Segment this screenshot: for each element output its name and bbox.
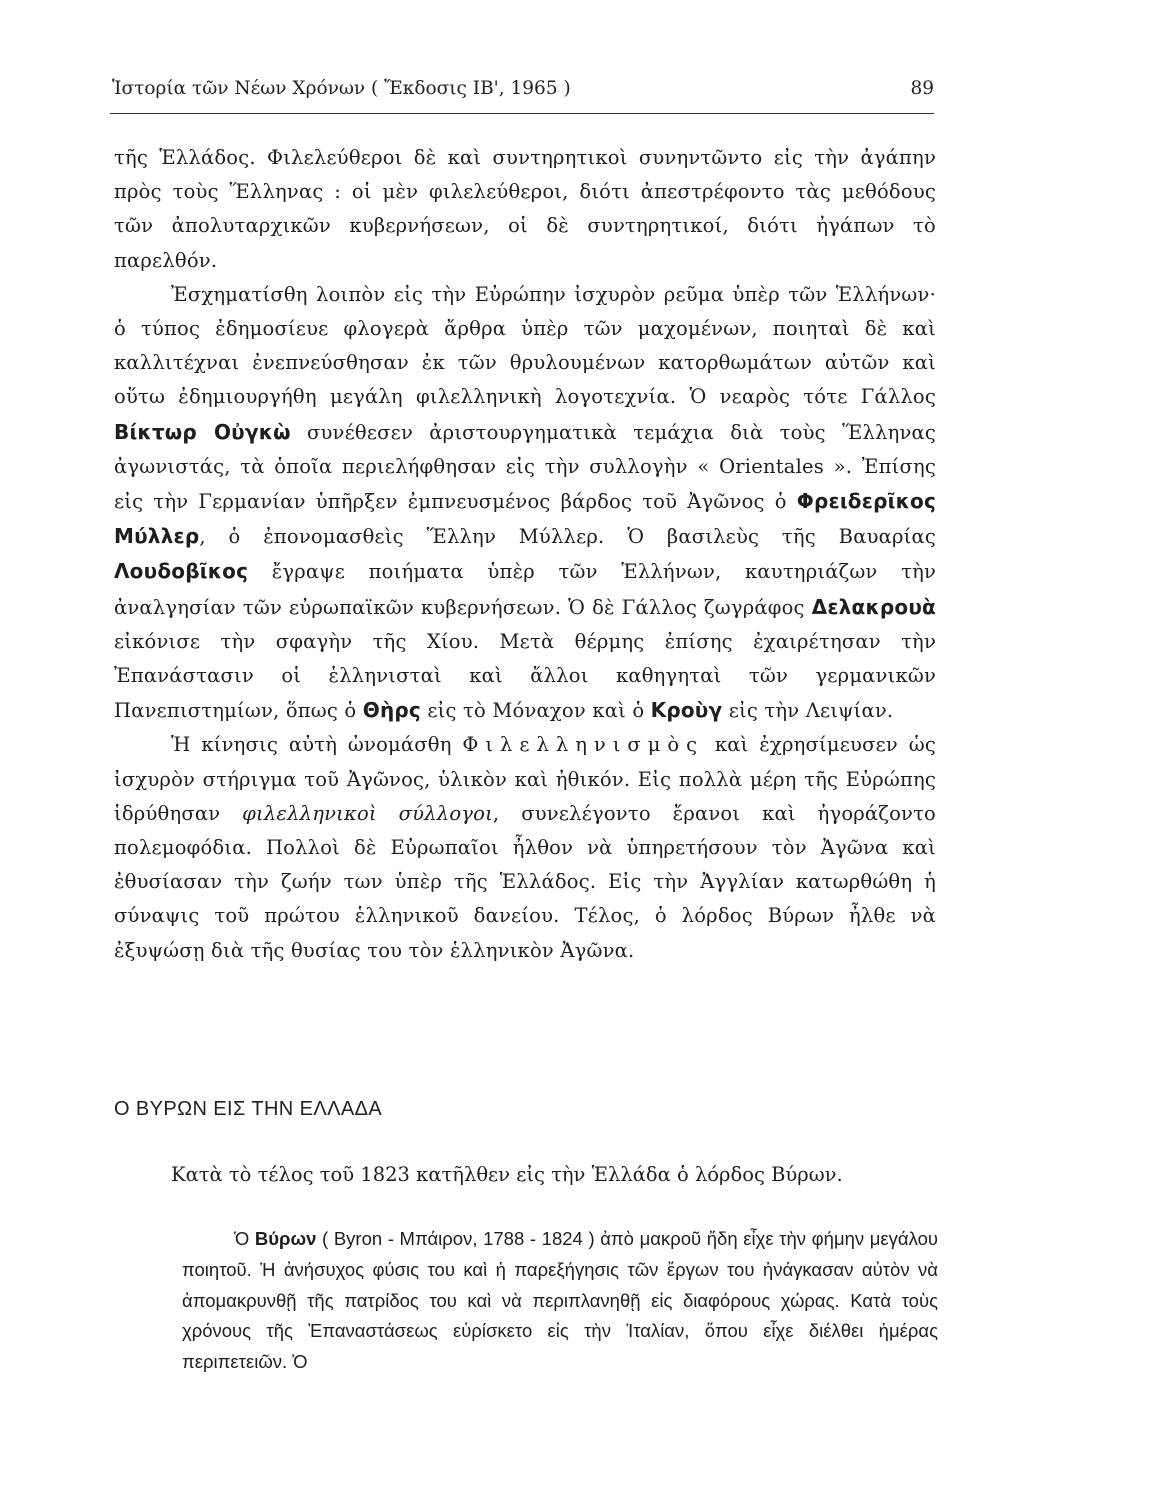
footnote: [182, 1224, 938, 1378]
name-ludwig: Λουδοβῖκος: [114, 559, 249, 584]
paragraph-2-text-7: εἰς τὴν Λειψίαν.: [722, 699, 894, 723]
paragraph-2-text-2: συνέθεσεν ἀριστουργηματικὰ τεμάχια διὰ τοὺς Ἕλληνας ἀγωνιστάς, τὰ ὁποῖα περιελήφθησαν εἰς τὴν συλλογὴν « Orientales ». Ἐπίσης εἰς τὴν Γερμανίαν ὑπῆρξεν ἐμπνευσμένος βάρδος τοῦ Ἀγῶνος ὁ: [114, 420, 936, 514]
paragraph-2: [114, 278, 936, 729]
header-rule: [110, 113, 934, 114]
paragraph-3-text-1: Ἡ κίνησις αὐτὴ ὠνομάσθη: [171, 733, 463, 757]
paragraph-2-text-1: Ἐσχηματίσθη λοιπὸν εἰς τὴν Εὐρώπην ἰσχυρὸν ρεῦμα ὑπὲρ τῶν Ἑλλήνων· ὁ τύπος ἐδημοσίευε φλογερὰ ἄρθρα ὑπὲρ τῶν μαχομένων, ποιηταὶ δὲ καὶ καλλιτέχναι ἐνεπνεύσθησαν ἐκ τῶν θρυλουμένων κατορθωμάτων αὐτῶν καὶ οὕτω ἐδημιουργήθη μεγάλη φιλελληνικὴ λογοτεχνία. Ὁ νεαρὸς τότε Γάλλος: [114, 282, 936, 409]
name-victor-hugo: Βίκτωρ Οὐγκὼ: [114, 419, 291, 444]
term-philhellenic-societies: φιλελληνικοὶ σύλλογοι: [242, 801, 493, 825]
footnote-paragraph: [182, 1224, 938, 1378]
paragraph-2-text-3: , ὁ ἐπονομασθεὶς Ἕλλην Μύλλερ. Ὁ βασιλεὺς τῆς Βαυαρίας: [199, 525, 936, 549]
paragraph-2-text-4: ἔγραψε ποιήματα ὑπὲρ τῶν Ἑλλήνων, καυτηριάζων τὴν ἀναλγησίαν τῶν εὐρωπαϊκῶν κυβερνήσεων. Ὁ δὲ Γάλλος ζωγράφος: [114, 560, 936, 619]
running-title: Ἱστορία τῶν Νέων Χρόνων ( Ἔκδοσις ΙΒ', 1965 ): [112, 78, 571, 99]
paragraph-2-text-6: εἰς τὸ Μόναχον καὶ ὁ: [420, 699, 651, 723]
main-text: [114, 141, 936, 968]
paragraph-3-text-3: , συνελέγοντο ἔρανοι καὶ ἠγοράζοντο πολεμοφόδια. Πολλοὶ δὲ Εὐρωπαῖοι ἦλθον νὰ ὑπηρετήσουν τὸν Ἀγῶνα καὶ ἐθυσίασαν τὴν ζωήν των ὑπὲρ τῆς Ἑλλάδος. Εἰς τὴν Ἀγγλίαν κατωρθώθη ἡ σύναψις τοῦ πρώτου ἑλληνικοῦ δανείου. Τέλος, ὁ λόρδος Βύρων ἦλθε νὰ ἐξυψώσῃ διὰ τῆς θυσίας του τὸν ἑλληνικὸν Ἀγῶνα.: [114, 801, 936, 962]
paragraph-1: [114, 141, 936, 278]
footnote-name-byron: Βύρων: [254, 1228, 317, 1249]
paragraph-2-text-5: εἰκόνισε τὴν σφαγὴν τῆς Χίου. Μετὰ θέρμης ἐπίσης ἐχαιρέτησαν τὴν Ἐπανάστασιν οἱ ἑλληνισταὶ καὶ ἄλλοι καθηγηταὶ τῶν γερμανικῶν Πανεπιστημίων, ὅπως ὁ: [114, 629, 936, 723]
running-header: [112, 78, 934, 108]
section-text: [114, 1158, 936, 1192]
section-heading: Ο ΒΥΡΩΝ ΕΙΣ ΤΗΝ ΕΛΛΑΔΑ: [114, 1098, 383, 1120]
paragraph-3: [114, 728, 936, 967]
name-delacroix: Δελακρουὰ: [811, 594, 936, 619]
footnote-prefix: Ὁ: [234, 1228, 255, 1249]
paragraph-1-text: τῆς Ἑλλάδος. Φιλελεύθεροι δὲ καὶ συντηρητικοὶ συνηντῶντο εἰς τὴν ἀγάπην πρὸς τοὺς Ἕλληνας : οἱ μὲν φιλελεύθεροι, διότι ἀπεστρέφοντο τὰς μεθόδους τῶν ἀπολυταρχικῶν κυβερνήσεων, οἱ δὲ συντηρητικοί, διότι ἠγάπων τὸ παρελθόν.: [114, 146, 936, 272]
section-paragraph: Κατὰ τὸ τέλος τοῦ 1823 κατῆλθεν εἰς τὴν Ἑλλάδα ὁ λόρδος Βύρων.: [171, 1163, 843, 1186]
name-krug: Κροὺγ: [650, 698, 723, 723]
footnote-text: ( Byron - Μπάιρον, 1788 - 1824 ) ἀπὸ μακροῦ ἤδη εἶχε τὴν φήμην μεγάλου ποιητοῦ. Ἡ ἀνήσυχος φύσις του καὶ ἡ παρεξήγησις τῶν ἔργων του ἠνάγκασαν αὐτὸν νὰ ἀπομακρυνθῇ τῆς πατρίδος του καὶ νὰ περιπλανηθῇ εἰς διαφόρους χώρας. Κατὰ τοὺς χρόνους τῆς Ἐπαναστάσεως εὑρίσκετο εἰς τὴν Ἰταλίαν, ὅπου εἶχε διέλθει ἡμέρας περιπετειῶν. Ὁ: [182, 1228, 938, 1373]
page-number: 89: [910, 78, 934, 99]
term-philhellenism: Φιλελληνισμὸς: [462, 733, 705, 757]
name-thiersch: Θὴρς: [362, 698, 421, 723]
name-friedrich-muller: Φρειδερῖκος Μύλλερ: [114, 489, 936, 549]
paragraph-3-text-2: καὶ ἐχρησίμευσεν ὡς ἰσχυρὸν στήριγμα τοῦ Ἀγῶνος, ὑλικὸν καὶ ἠθικόν. Εἰς πολλὰ μέρη τῆς Εὐρώπης ἱδρύθησαν: [114, 733, 936, 825]
